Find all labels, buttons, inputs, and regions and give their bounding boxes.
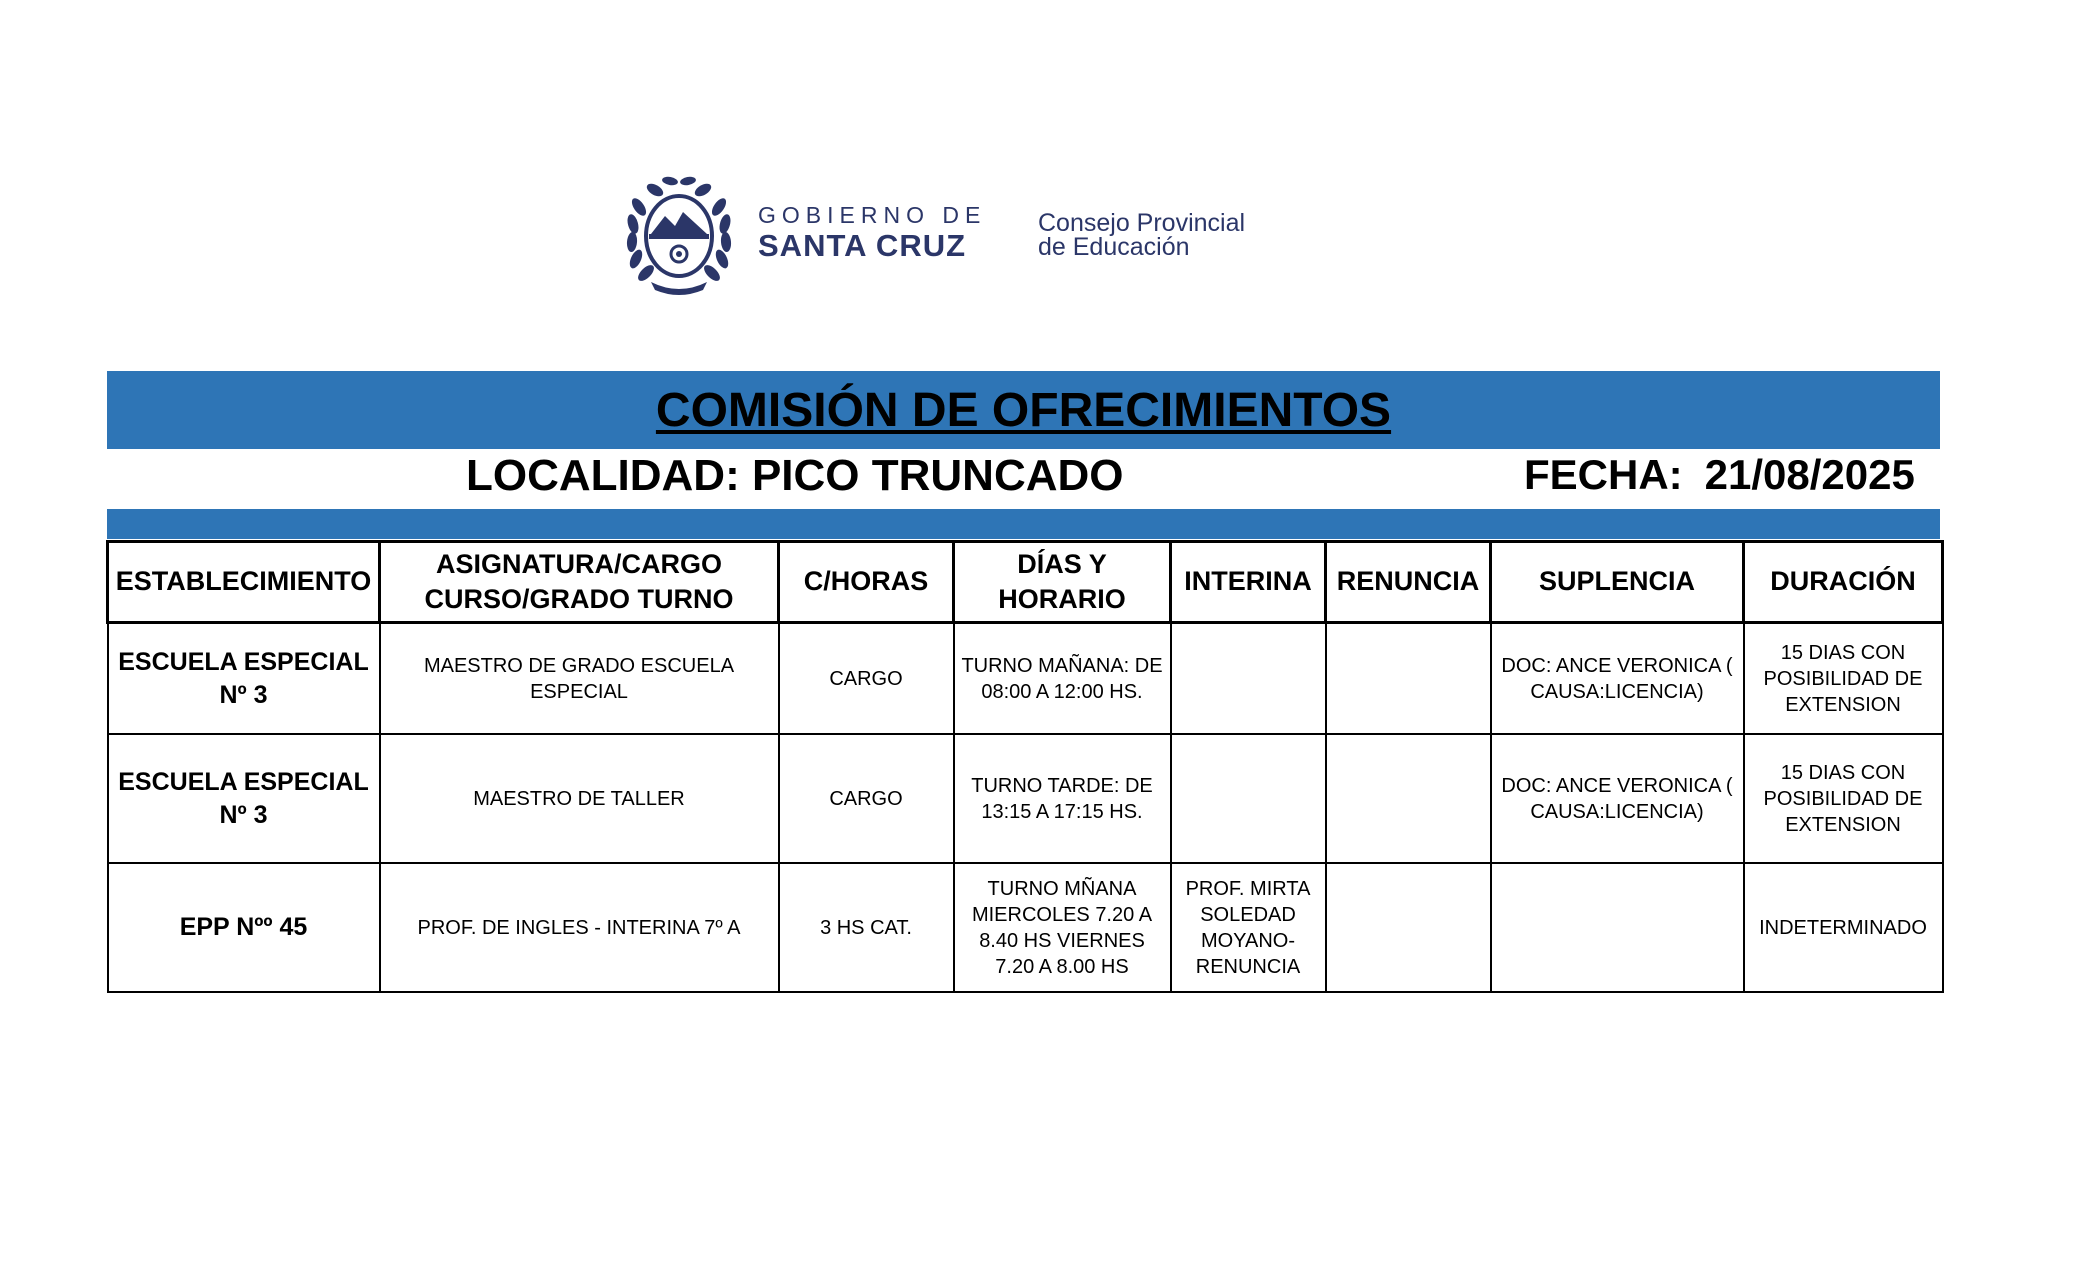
cell-asignatura: MAESTRO DE TALLER [380,734,779,863]
cell-suplencia: DOC: ANCE VERONICA ( CAUSA:LICENCIA) [1491,734,1744,863]
cell-suplencia: DOC: ANCE VERONICA ( CAUSA:LICENCIA) [1491,623,1744,735]
title-band [107,371,1940,449]
logo-council-line2: de Educación [1038,233,1190,261]
cell-horario: TURNO TARDE: DE 13:15 A 17:15 HS. [954,734,1171,863]
logo-province-label: SANTA CRUZ [758,228,967,263]
cell-horario: TURNO MAÑANA: DE 08:00 A 12:00 HS. [954,623,1171,735]
column-header-establecimiento: ESTABLECIMIENTO [108,542,380,623]
header-logo [625,172,1275,297]
column-header-horario: DÍAS Y HORARIO [954,542,1171,623]
cell-duracion: 15 DIAS CON POSIBILIDAD DE EXTENSION [1744,734,1943,863]
cell-asignatura: PROF. DE INGLES - INTERINA 7º A [380,863,779,992]
table-row [108,734,1943,863]
column-header-renuncia: RENUNCIA [1326,542,1491,623]
localidad-label: LOCALIDAD: PICO TRUNCADO [466,451,1124,500]
cell-renuncia [1326,863,1491,992]
fecha-label: FECHA: [1524,451,1683,498]
logo-council-line1: Consejo Provincial [1038,209,1246,237]
fecha-value: 21/08/2025 [1704,451,1915,498]
cell-horas: CARGO [779,623,954,735]
column-header-interina: INTERINA [1171,542,1326,623]
table-header-row [108,542,1943,623]
cell-interina: PROF. MIRTA SOLEDAD MOYANO- RENUNCIA [1171,863,1326,992]
cell-horas: CARGO [779,734,954,863]
table-row [108,623,1943,735]
page-title: COMISIÓN DE OFRECIMIENTOS [655,383,1392,437]
cell-renuncia [1326,623,1491,735]
cell-asignatura: MAESTRO DE GRADO ESCUELA ESPECIAL [380,623,779,735]
cell-duracion: 15 DIAS CON POSIBILIDAD DE EXTENSION [1744,623,1943,735]
cell-establecimiento: EPP Nºº 45 [108,863,380,992]
cell-interina [1171,623,1326,735]
cell-horario: TURNO MÑANA MIERCOLES 7.20 A 8.40 HS VIERNES 7.20 A 8.00 HS [954,863,1171,992]
column-header-asignatura: ASIGNATURA/CARGO CURSO/GRADO TURNO [380,542,779,623]
column-header-horas: C/HORAS [779,542,954,623]
cell-establecimiento: ESCUELA ESPECIAL Nº 3 [108,623,380,735]
cell-establecimiento: ESCUELA ESPECIAL Nº 3 [108,734,380,863]
cell-duracion: INDETERMINADO [1744,863,1943,992]
offers-table [106,540,1944,993]
column-header-suplencia: SUPLENCIA [1491,542,1744,623]
cell-interina [1171,734,1326,863]
cell-renuncia [1326,734,1491,863]
logo-government-label: GOBIERNO DE [758,202,987,228]
divider-band [107,509,1940,539]
cell-suplencia [1491,863,1744,992]
fecha-field [1524,451,1915,499]
column-header-duracion: DURACIÓN [1744,542,1943,623]
cell-horas: 3 HS CAT. [779,863,954,992]
provincial-seal-icon [625,172,733,296]
table-row [108,863,1943,992]
